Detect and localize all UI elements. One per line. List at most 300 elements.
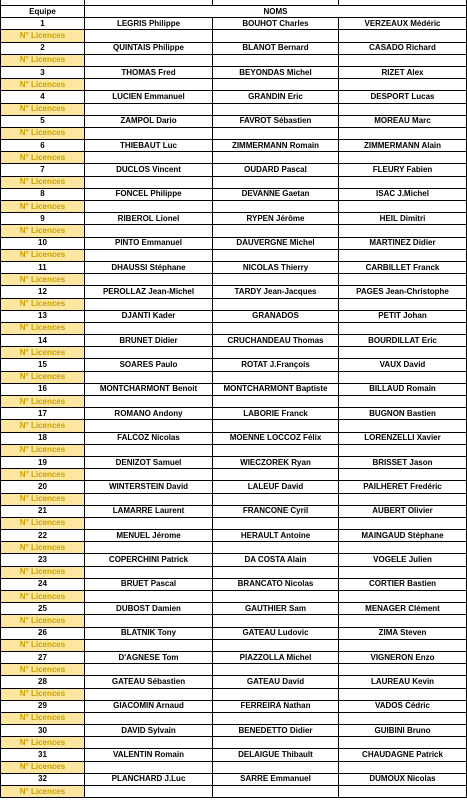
team-row (1, 359, 467, 371)
licence-row (1, 566, 467, 578)
licence-row (1, 591, 467, 603)
licence-number-field-1[interactable] (85, 249, 213, 261)
player-3-name: CASADO Richard (339, 42, 467, 54)
licence-number-field-1[interactable] (85, 566, 213, 578)
team-row (1, 18, 467, 30)
licence-label: N° Licences (1, 103, 85, 115)
team-number: 30 (1, 725, 85, 737)
team-row (1, 42, 467, 54)
player-1-name: DAVID Sylvain (85, 725, 213, 737)
player-3-name: MENAGER Clément (339, 603, 467, 615)
licence-number-field-1[interactable] (85, 103, 213, 115)
licence-number-field-1[interactable] (85, 712, 213, 724)
player-1-name: GIACOMIN Arnaud (85, 700, 213, 712)
licence-number-field-3[interactable] (339, 566, 467, 578)
player-1-name: PINTO Emmanuel (85, 237, 213, 249)
player-1-name: DHAUSSI Stéphane (85, 261, 213, 273)
player-1-name: FALCOZ Nicolas (85, 432, 213, 444)
licence-row (1, 152, 467, 164)
licence-label: N° Licences (1, 517, 85, 529)
licence-label: N° Licences (1, 761, 85, 773)
team-number: 13 (1, 310, 85, 322)
licence-number-field-1[interactable] (85, 30, 213, 42)
licence-number-field-1[interactable] (85, 127, 213, 139)
player-2-name: PIAZZOLLA Michel (213, 651, 339, 663)
licence-row (1, 249, 467, 261)
licence-number-field-2[interactable] (213, 249, 339, 261)
player-2-name: BLANOT Bernard (213, 42, 339, 54)
team-number: 20 (1, 481, 85, 493)
player-1-name: LAMARRE Laurent (85, 505, 213, 517)
player-3-name: VOGELE Julien (339, 554, 467, 566)
licence-number-field-1[interactable] (85, 54, 213, 66)
player-2-name: DA COSTA Alain (213, 554, 339, 566)
licence-number-field-2[interactable] (213, 517, 339, 529)
player-2-name: CRUCHANDEAU Thomas (213, 335, 339, 347)
player-1-name: ROMANO Andony (85, 408, 213, 420)
player-2-name: ZIMMERMANN Romain (213, 140, 339, 152)
licence-number-field-1[interactable] (85, 542, 213, 554)
licence-label: N° Licences (1, 322, 85, 334)
licence-number-field-1[interactable] (85, 469, 213, 481)
licence-number-field-1[interactable] (85, 201, 213, 213)
player-3-name: BOURDILLAT Eric (339, 335, 467, 347)
team-row (1, 481, 467, 493)
team-row (1, 286, 467, 298)
licence-label: N° Licences (1, 225, 85, 237)
licence-number-field-1[interactable] (85, 615, 213, 627)
licence-row (1, 420, 467, 432)
licence-number-field-1[interactable] (85, 371, 213, 383)
team-number: 26 (1, 627, 85, 639)
player-1-name: QUINTAIS Philippe (85, 42, 213, 54)
team-row (1, 310, 467, 322)
licence-number-field-1[interactable] (85, 493, 213, 505)
licence-label: N° Licences (1, 712, 85, 724)
team-number: 2 (1, 42, 85, 54)
team-number: 12 (1, 286, 85, 298)
licence-row (1, 201, 467, 213)
licence-label: N° Licences (1, 249, 85, 261)
licence-number-field-2[interactable] (213, 274, 339, 286)
player-3-name: VAUX David (339, 359, 467, 371)
licence-number-field-3[interactable] (339, 79, 467, 91)
names-column-header: NOMS (85, 6, 467, 18)
player-1-name: DUCLOS Vincent (85, 164, 213, 176)
licence-number-field-1[interactable] (85, 444, 213, 456)
licence-number-field-2[interactable] (213, 566, 339, 578)
licence-label: N° Licences (1, 542, 85, 554)
licence-number-field-2[interactable] (213, 542, 339, 554)
player-3-name: CORTIER Bastien (339, 578, 467, 590)
licence-row (1, 542, 467, 554)
player-3-name: ISAC J.Michel (339, 188, 467, 200)
player-2-name: LALEUF David (213, 481, 339, 493)
player-2-name: HERAULT Antoine (213, 530, 339, 542)
team-row (1, 408, 467, 420)
licence-number-field-2[interactable] (213, 322, 339, 334)
player-1-name: THIEBAUT Luc (85, 140, 213, 152)
licence-row (1, 469, 467, 481)
licence-number-field-1[interactable] (85, 347, 213, 359)
licence-label: N° Licences (1, 444, 85, 456)
licence-number-field-3[interactable] (339, 542, 467, 554)
licence-number-field-1[interactable] (85, 688, 213, 700)
licence-number-field-3[interactable] (339, 176, 467, 188)
licence-label: N° Licences (1, 274, 85, 286)
team-number: 11 (1, 261, 85, 273)
player-1-name: DJANTI Kader (85, 310, 213, 322)
team-row (1, 432, 467, 444)
team-number: 25 (1, 603, 85, 615)
player-3-name: CARBILLET Franck (339, 261, 467, 273)
licence-row (1, 30, 467, 42)
licence-number-field-2[interactable] (213, 201, 339, 213)
player-2-name: BRANCATO Nicolas (213, 578, 339, 590)
team-row (1, 213, 467, 225)
team-row (1, 456, 467, 468)
team-row (1, 188, 467, 200)
licence-number-field-1[interactable] (85, 322, 213, 334)
licence-row (1, 347, 467, 359)
team-number: 16 (1, 383, 85, 395)
licence-number-field-3[interactable] (339, 347, 467, 359)
team-row (1, 91, 467, 103)
team-row (1, 578, 467, 590)
team-row (1, 749, 467, 761)
player-2-name: FRANCONE Cyril (213, 505, 339, 517)
licence-number-field-2[interactable] (213, 127, 339, 139)
licence-number-field-1[interactable] (85, 274, 213, 286)
player-2-name: FERREIRA Nathan (213, 700, 339, 712)
player-2-name: FAVROT Sébastien (213, 115, 339, 127)
licence-number-field-2[interactable] (213, 615, 339, 627)
player-1-name: MONTCHARMONT Benoit (85, 383, 213, 395)
player-1-name: BRUNET Didier (85, 335, 213, 347)
licence-number-field-3[interactable] (339, 737, 467, 749)
player-3-name: PAGES Jean-Christophe (339, 286, 467, 298)
licence-number-field-2[interactable] (213, 761, 339, 773)
player-3-name: AUBERT Olivier (339, 505, 467, 517)
team-number: 27 (1, 651, 85, 663)
licence-number-field-1[interactable] (85, 737, 213, 749)
licence-label: N° Licences (1, 420, 85, 432)
licence-label: N° Licences (1, 371, 85, 383)
team-row (1, 627, 467, 639)
licence-number-field-3[interactable] (339, 493, 467, 505)
licence-number-field-2[interactable] (213, 469, 339, 481)
licence-row (1, 639, 467, 651)
player-2-name: MONTCHARMONT Baptiste (213, 383, 339, 395)
licence-label: N° Licences (1, 127, 85, 139)
player-3-name: ZIMMERMANN Alain (339, 140, 467, 152)
licence-row (1, 712, 467, 724)
licence-row (1, 664, 467, 676)
licence-number-field-1[interactable] (85, 396, 213, 408)
team-row (1, 773, 467, 785)
licence-number-field-2[interactable] (213, 176, 339, 188)
licence-number-field-1[interactable] (85, 591, 213, 603)
licence-number-field-3[interactable] (339, 517, 467, 529)
team-row (1, 383, 467, 395)
team-number: 14 (1, 335, 85, 347)
player-2-name: GRANDIN Eric (213, 91, 339, 103)
player-2-name: DEVANNE Gaetan (213, 188, 339, 200)
licence-number-field-3[interactable] (339, 444, 467, 456)
licence-number-field-2[interactable] (213, 152, 339, 164)
player-3-name: FLEURY Fabien (339, 164, 467, 176)
licence-number-field-2[interactable] (213, 30, 339, 42)
licence-number-field-2[interactable] (213, 347, 339, 359)
licence-number-field-3[interactable] (339, 420, 467, 432)
licence-number-field-3[interactable] (339, 225, 467, 237)
licence-number-field-2[interactable] (213, 396, 339, 408)
player-3-name: BILLAUD Romain (339, 383, 467, 395)
player-3-name: MAINGAUD Stéphane (339, 530, 467, 542)
licence-row (1, 737, 467, 749)
licence-row (1, 176, 467, 188)
team-row (1, 530, 467, 542)
player-3-name: GUIBINI Bruno (339, 725, 467, 737)
licence-label: N° Licences (1, 347, 85, 359)
licence-number-field-3[interactable] (339, 322, 467, 334)
player-3-name: VADOS Cédric (339, 700, 467, 712)
team-number: 24 (1, 578, 85, 590)
team-row (1, 115, 467, 127)
licence-number-field-2[interactable] (213, 371, 339, 383)
licence-number-field-1[interactable] (85, 298, 213, 310)
team-number: 5 (1, 115, 85, 127)
licence-label: N° Licences (1, 786, 85, 798)
player-1-name: VALENTIN Romain (85, 749, 213, 761)
licence-row (1, 103, 467, 115)
licence-number-field-2[interactable] (213, 79, 339, 91)
player-2-name: GATEAU David (213, 676, 339, 688)
player-2-name: LABORIE Franck (213, 408, 339, 420)
licence-number-field-2[interactable] (213, 737, 339, 749)
licence-row (1, 274, 467, 286)
licence-row (1, 493, 467, 505)
licence-label: N° Licences (1, 201, 85, 213)
licence-number-field-1[interactable] (85, 761, 213, 773)
player-1-name: DUBOST Damien (85, 603, 213, 615)
licence-row (1, 786, 467, 798)
licence-number-field-3[interactable] (339, 396, 467, 408)
licence-number-field-1[interactable] (85, 664, 213, 676)
licence-number-field-3[interactable] (339, 664, 467, 676)
licence-label: N° Licences (1, 176, 85, 188)
player-1-name: WINTERSTEIN David (85, 481, 213, 493)
player-2-name: DAUVERGNE Michel (213, 237, 339, 249)
licence-number-field-2[interactable] (213, 712, 339, 724)
player-2-name: NICOLAS Thierry (213, 261, 339, 273)
licence-label: N° Licences (1, 152, 85, 164)
player-2-name: BEYONDAS Michel (213, 66, 339, 78)
licence-number-field-3[interactable] (339, 249, 467, 261)
licence-number-field-2[interactable] (213, 493, 339, 505)
team-number: 17 (1, 408, 85, 420)
licence-number-field-3[interactable] (339, 688, 467, 700)
player-1-name: PEROLLAZ Jean-Michel (85, 286, 213, 298)
licence-number-field-3[interactable] (339, 469, 467, 481)
licence-number-field-2[interactable] (213, 298, 339, 310)
team-number: 8 (1, 188, 85, 200)
licence-number-field-2[interactable] (213, 420, 339, 432)
player-2-name: GRANADOS (213, 310, 339, 322)
player-3-name: VIGNERON Enzo (339, 651, 467, 663)
player-3-name: BRISSET Jason (339, 456, 467, 468)
licence-number-field-2[interactable] (213, 639, 339, 651)
team-row (1, 554, 467, 566)
team-row (1, 66, 467, 78)
team-row (1, 261, 467, 273)
licence-number-field-3[interactable] (339, 591, 467, 603)
team-row (1, 651, 467, 663)
team-row (1, 164, 467, 176)
player-3-name: MOREAU Marc (339, 115, 467, 127)
team-number: 9 (1, 213, 85, 225)
licence-row (1, 225, 467, 237)
licence-number-field-2[interactable] (213, 786, 339, 798)
licence-label: N° Licences (1, 79, 85, 91)
licence-label: N° Licences (1, 566, 85, 578)
team-row (1, 676, 467, 688)
player-2-name: SARRE Emmanuel (213, 773, 339, 785)
player-1-name: GATEAU Sébastien (85, 676, 213, 688)
player-3-name: LORENZELLI Xavier (339, 432, 467, 444)
licence-number-field-2[interactable] (213, 103, 339, 115)
licence-number-field-3[interactable] (339, 30, 467, 42)
team-number: 15 (1, 359, 85, 371)
player-2-name: GAUTHIER Sam (213, 603, 339, 615)
licence-label: N° Licences (1, 615, 85, 627)
team-number: 28 (1, 676, 85, 688)
licence-number-field-1[interactable] (85, 176, 213, 188)
player-1-name: THOMAS Fred (85, 66, 213, 78)
player-1-name: BLATNIK Tony (85, 627, 213, 639)
player-3-name: PETIT Johan (339, 310, 467, 322)
team-number: 18 (1, 432, 85, 444)
team-number: 23 (1, 554, 85, 566)
player-3-name: CHAUDAGNE Patrick (339, 749, 467, 761)
player-2-name: GATEAU Ludovic (213, 627, 339, 639)
team-number: 22 (1, 530, 85, 542)
licence-number-field-2[interactable] (213, 664, 339, 676)
licence-row (1, 79, 467, 91)
licence-row (1, 371, 467, 383)
licence-row (1, 322, 467, 334)
player-1-name: LEGRIS Philippe (85, 18, 213, 30)
player-1-name: SOARES Paulo (85, 359, 213, 371)
player-2-name: MOENNE LOCCOZ Félix (213, 432, 339, 444)
player-2-name: OUDARD Pascal (213, 164, 339, 176)
player-3-name: MARTINEZ Didier (339, 237, 467, 249)
licence-number-field-3[interactable] (339, 639, 467, 651)
player-1-name: COPERCHINI Patrick (85, 554, 213, 566)
header-row (1, 6, 467, 18)
licence-row (1, 688, 467, 700)
player-3-name: HEIL Dimitri (339, 213, 467, 225)
licence-number-field-1[interactable] (85, 639, 213, 651)
licence-row (1, 127, 467, 139)
player-2-name: BOUHOT Charles (213, 18, 339, 30)
player-3-name: ZIMA Steven (339, 627, 467, 639)
player-1-name: PLANCHARD J.Luc (85, 773, 213, 785)
licence-number-field-3[interactable] (339, 298, 467, 310)
licence-number-field-1[interactable] (85, 420, 213, 432)
player-2-name: TARDY Jean-Jacques (213, 286, 339, 298)
team-row (1, 140, 467, 152)
team-column-header: Equipe (1, 6, 85, 18)
licence-row (1, 517, 467, 529)
player-1-name: ZAMPOL Dario (85, 115, 213, 127)
licence-label: N° Licences (1, 396, 85, 408)
player-3-name: PAILHERET Fredéric (339, 481, 467, 493)
licence-label: N° Licences (1, 30, 85, 42)
player-1-name: BRUET Pascal (85, 578, 213, 590)
licence-row (1, 615, 467, 627)
licence-number-field-3[interactable] (339, 201, 467, 213)
team-number: 6 (1, 140, 85, 152)
licence-number-field-1[interactable] (85, 79, 213, 91)
player-3-name: VERZEAUX Médéric (339, 18, 467, 30)
licence-number-field-1[interactable] (85, 152, 213, 164)
team-number: 1 (1, 18, 85, 30)
player-3-name: BUGNON Bastien (339, 408, 467, 420)
licence-number-field-3[interactable] (339, 274, 467, 286)
licence-number-field-2[interactable] (213, 591, 339, 603)
licence-number-field-2[interactable] (213, 688, 339, 700)
licence-label: N° Licences (1, 639, 85, 651)
team-number: 7 (1, 164, 85, 176)
licence-number-field-3[interactable] (339, 615, 467, 627)
licence-label: N° Licences (1, 664, 85, 676)
licence-number-field-2[interactable] (213, 444, 339, 456)
player-1-name: FONCEL Philippe (85, 188, 213, 200)
team-number: 19 (1, 456, 85, 468)
licence-number-field-3[interactable] (339, 712, 467, 724)
team-row (1, 505, 467, 517)
team-row (1, 725, 467, 737)
player-3-name: LAUREAU Kevin (339, 676, 467, 688)
team-row (1, 603, 467, 615)
licence-label: N° Licences (1, 493, 85, 505)
player-2-name: WIECZOREK Ryan (213, 456, 339, 468)
licence-number-field-3[interactable] (339, 786, 467, 798)
licence-number-field-3[interactable] (339, 103, 467, 115)
licence-number-field-1[interactable] (85, 225, 213, 237)
licence-number-field-3[interactable] (339, 152, 467, 164)
licence-row (1, 761, 467, 773)
player-2-name: RYPEN Jérôme (213, 213, 339, 225)
licence-number-field-3[interactable] (339, 371, 467, 383)
team-row (1, 237, 467, 249)
licence-label: N° Licences (1, 591, 85, 603)
licence-number-field-3[interactable] (339, 761, 467, 773)
licence-number-field-2[interactable] (213, 225, 339, 237)
licence-label: N° Licences (1, 298, 85, 310)
licence-number-field-1[interactable] (85, 786, 213, 798)
licence-label: N° Licences (1, 737, 85, 749)
player-3-name: DUMOUX Nicolas (339, 773, 467, 785)
licence-number-field-1[interactable] (85, 517, 213, 529)
licence-number-field-3[interactable] (339, 54, 467, 66)
licence-number-field-2[interactable] (213, 54, 339, 66)
licence-label: N° Licences (1, 469, 85, 481)
player-2-name: BENEDETTO Didier (213, 725, 339, 737)
licence-number-field-3[interactable] (339, 127, 467, 139)
team-number: 32 (1, 773, 85, 785)
